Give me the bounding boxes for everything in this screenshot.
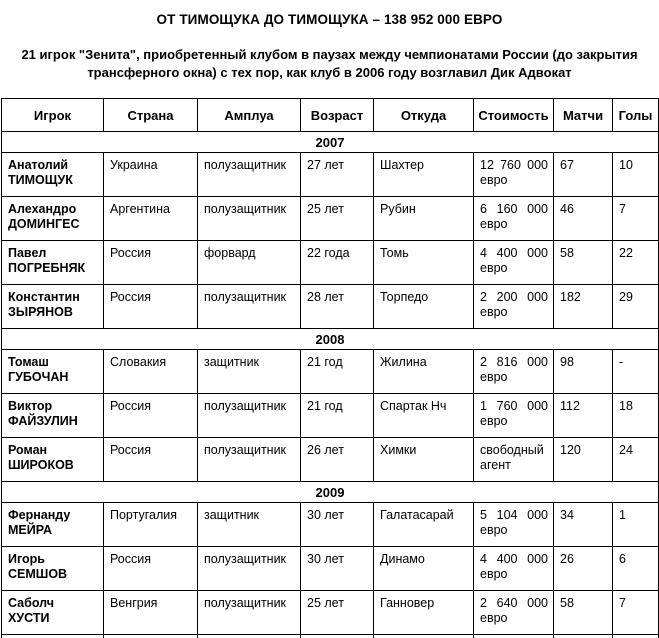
column-header-age: Возраст — [301, 99, 374, 132]
cell-from: Химки — [374, 438, 474, 482]
cell-cost: 4 400 000 евро — [474, 241, 554, 285]
cell-goals: 6 — [613, 547, 659, 591]
cell-cost: 2 816 000 евро — [474, 350, 554, 394]
cell-country: Россия — [104, 547, 198, 591]
year-section-row — [2, 132, 659, 153]
cell-cost: 12 760 000 евро — [474, 153, 554, 197]
column-header-matches: Матчи — [554, 99, 613, 132]
transfers-table — [1, 98, 659, 638]
cell-country: Аргентина — [104, 197, 198, 241]
cell-cost: свободный агент — [474, 438, 554, 482]
page-title: ОТ ТИМОЩУКА ДО ТИМОЩУКА – 138 952 000 ЕВРО — [156, 12, 503, 27]
cell-from: Жилина — [374, 350, 474, 394]
partial-clipped-cell — [198, 635, 301, 638]
cell-cost: 4 400 000 евро — [474, 547, 554, 591]
player-row — [2, 197, 659, 241]
player-row — [2, 241, 659, 285]
player-row — [2, 438, 659, 482]
cell-age: 21 год — [301, 350, 374, 394]
cell-matches: 58 — [554, 591, 613, 635]
cell-goals: 1 — [613, 503, 659, 547]
cell-goals: 22 — [613, 241, 659, 285]
partial-clipped-cell — [554, 635, 613, 638]
player-row — [2, 350, 659, 394]
cell-position: полузащитник — [198, 394, 301, 438]
cell-position: защитник — [198, 350, 301, 394]
cell-cost: 5 104 000 евро — [474, 503, 554, 547]
cell-age: 25 лет — [301, 591, 374, 635]
cell-from: Томь — [374, 241, 474, 285]
cell-position: форвард — [198, 241, 301, 285]
cell-player: Константин ЗЫРЯНОВ — [2, 285, 104, 329]
cell-position: полузащитник — [198, 438, 301, 482]
cell-country: Россия — [104, 241, 198, 285]
cell-from: Шахтер — [374, 153, 474, 197]
cell-cost: 2 640 000 евро — [474, 591, 554, 635]
cell-matches: 34 — [554, 503, 613, 547]
partial-clipped-cell — [613, 635, 659, 638]
cell-player: Саболч ХУСТИ — [2, 591, 104, 635]
cell-player: Алехандро ДОМИНГЕС — [2, 197, 104, 241]
cell-player: Роман ШИРОКОВ — [2, 438, 104, 482]
transfers-table-body — [2, 132, 659, 638]
cell-cost: 2 200 000 евро — [474, 285, 554, 329]
cell-goals: - — [613, 350, 659, 394]
cell-age: 25 лет — [301, 197, 374, 241]
partial-clipped-cell — [374, 635, 474, 638]
column-header-from: Откуда — [374, 99, 474, 132]
cell-goals: 24 — [613, 438, 659, 482]
cell-country: Россия — [104, 438, 198, 482]
player-row — [2, 153, 659, 197]
cell-position: полузащитник — [198, 153, 301, 197]
cell-matches: 26 — [554, 547, 613, 591]
column-header-player: Игрок — [2, 99, 104, 132]
cell-age: 30 лет — [301, 547, 374, 591]
cell-from: Рубин — [374, 197, 474, 241]
cell-goals: 29 — [613, 285, 659, 329]
year-label: 2008 — [2, 329, 659, 350]
column-header-cost: Стоимость — [474, 99, 554, 132]
cell-position: защитник — [198, 503, 301, 547]
year-section-row — [2, 482, 659, 503]
player-row — [2, 547, 659, 591]
player-row — [2, 591, 659, 635]
cell-country: Словакия — [104, 350, 198, 394]
cell-matches: 46 — [554, 197, 613, 241]
cell-matches: 58 — [554, 241, 613, 285]
cell-player: Виктор ФАЙЗУЛИН — [2, 394, 104, 438]
column-header-goals: Голы — [613, 99, 659, 132]
cell-country: Венгрия — [104, 591, 198, 635]
cell-cost: 6 160 000 евро — [474, 197, 554, 241]
cell-matches: 112 — [554, 394, 613, 438]
cell-age: 27 лет — [301, 153, 374, 197]
cell-from: Торпедо — [374, 285, 474, 329]
cell-player: Игорь СЕМШОВ — [2, 547, 104, 591]
cell-matches: 67 — [554, 153, 613, 197]
cell-age: 26 лет — [301, 438, 374, 482]
cell-goals: 18 — [613, 394, 659, 438]
player-row — [2, 285, 659, 329]
partial-clipped-cell — [474, 635, 554, 638]
column-header-country: Страна — [104, 99, 198, 132]
partial-clipped-cell — [301, 635, 374, 638]
cell-position: полузащитник — [198, 285, 301, 329]
cell-position: полузащитник — [198, 197, 301, 241]
cell-player: Павел ПОГРЕБНЯК — [2, 241, 104, 285]
column-header-position: Амплуа — [198, 99, 301, 132]
player-row — [2, 503, 659, 547]
cell-goals: 7 — [613, 197, 659, 241]
table-header-row — [2, 99, 659, 132]
cell-matches: 182 — [554, 285, 613, 329]
cell-goals: 10 — [613, 153, 659, 197]
cell-matches: 120 — [554, 438, 613, 482]
cell-from: Динамо — [374, 547, 474, 591]
cell-age: 28 лет — [301, 285, 374, 329]
cell-country: Россия — [104, 394, 198, 438]
cell-position: полузащитник — [198, 547, 301, 591]
year-section-row — [2, 329, 659, 350]
cell-from: Ганновер — [374, 591, 474, 635]
year-label: 2009 — [2, 482, 659, 503]
cell-country: Россия — [104, 285, 198, 329]
cell-player: Фернанду МЕЙРА — [2, 503, 104, 547]
cell-age: 21 год — [301, 394, 374, 438]
player-row — [2, 394, 659, 438]
cell-country: Португалия — [104, 503, 198, 547]
cell-player: Анатолий ТИМОЩУК — [2, 153, 104, 197]
cell-goals: 7 — [613, 591, 659, 635]
partial-clipped-row — [2, 635, 659, 638]
partial-clipped-cell — [2, 635, 104, 638]
cell-from: Галатасарай — [374, 503, 474, 547]
year-label: 2007 — [2, 132, 659, 153]
cell-from: Спартак Нч — [374, 394, 474, 438]
cell-cost: 1 760 000 евро — [474, 394, 554, 438]
cell-player: Томаш ГУБОЧАН — [2, 350, 104, 394]
cell-country: Украина — [104, 153, 198, 197]
page-subtitle: 21 игрок "Зенита", приобретенный клубом в паузах между чемпионатами России (до закрытия трансферного окна) с тех пор, как клуб в 2006 году возглавил Дик Адвокат — [21, 47, 638, 80]
cell-age: 30 лет — [301, 503, 374, 547]
cell-matches: 98 — [554, 350, 613, 394]
cell-position: полузащитник — [198, 591, 301, 635]
cell-age: 22 года — [301, 241, 374, 285]
partial-clipped-cell — [104, 635, 198, 638]
